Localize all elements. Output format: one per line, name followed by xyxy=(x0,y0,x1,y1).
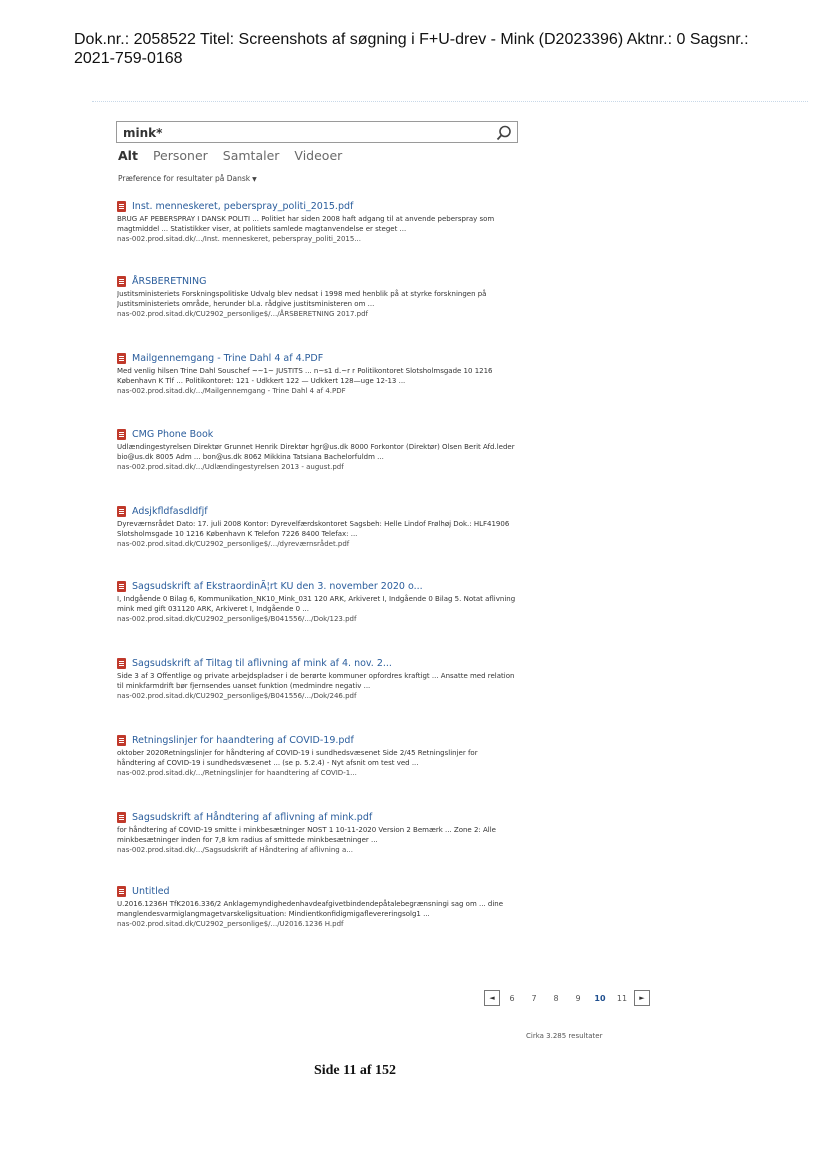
page-link-11[interactable]: 11 xyxy=(616,993,628,1003)
result-title: Adsjkfldfasdldfjf xyxy=(132,506,208,517)
scope-tabs xyxy=(118,148,342,166)
pdf-file-icon xyxy=(117,353,126,364)
result-snippet: U.2016.1236H TfK2016.336/2 Anklagemyndighedenhavdeafgivetbindendepåtalebegrænsningi sag om ... dine manglendesvarmiglangmagetvarskeligsituation: Mindientkonfidigmigaflevereringsolg1 ... xyxy=(117,900,504,918)
result-url[interactable]: nas-002.prod.sitad.dk/CU2902_personlige$/.../dyreværnsrådet.pdf xyxy=(117,540,350,548)
pdf-file-icon xyxy=(117,658,126,669)
search-box[interactable] xyxy=(116,121,518,143)
page-link-8[interactable]: 8 xyxy=(553,993,559,1003)
result-title-link[interactable] xyxy=(117,428,537,441)
result-url[interactable]: nas-002.prod.sitad.dk/.../Udlændingestyrelsen 2013 - august.pdf xyxy=(117,463,344,471)
pdf-file-icon xyxy=(117,276,126,287)
page-link-7[interactable]: 7 xyxy=(531,993,537,1003)
result-title: Sagsudskrift af Håndtering af aflivning af mink.pdf xyxy=(132,812,373,823)
document-header xyxy=(74,30,794,68)
search-input[interactable] xyxy=(123,124,483,141)
pdf-file-icon xyxy=(117,506,126,517)
result-item xyxy=(117,580,537,624)
result-url[interactable]: nas-002.prod.sitad.dk/CU2902_personlige$/B041556/.../Dok/246.pdf xyxy=(117,692,357,700)
chevron-down-icon: ▼ xyxy=(252,176,257,183)
result-title-link[interactable] xyxy=(117,657,537,670)
document-header-line1: Dok.nr.: 2058522 Titel: Screenshots af søgning i F+U-drev - Mink (D2023396) Aktnr.: 0 Sagsnr.: xyxy=(74,31,749,48)
pdf-file-icon xyxy=(117,429,126,440)
tab-samtaler[interactable]: Samtaler xyxy=(222,148,280,163)
result-title: Mailgennemgang - Trine Dahl 4 af 4.PDF xyxy=(132,353,324,364)
result-title: Retningslinjer for haandtering af COVID-19.pdf xyxy=(132,735,354,746)
result-url[interactable]: nas-002.prod.sitad.dk/.../Sagsudskrift af Håndtering af aflivning a... xyxy=(117,846,353,854)
result-url[interactable]: nas-002.prod.sitad.dk/.../Inst. menneskeret, peberspray_politi_2015... xyxy=(117,235,361,243)
result-snippet: Justitsministeriets Forskningspolitiske Udvalg blev nedsat i 1998 med henblik på at styrke forskningen på Justitsministeriets område, herunder bl.a. rådgive justitsministeren om ... xyxy=(117,290,487,308)
result-title-link[interactable] xyxy=(117,200,537,213)
page-link-10[interactable]: 10 xyxy=(594,993,606,1003)
result-url[interactable]: nas-002.prod.sitad.dk/CU2902_personlige$/.../U2016.1236 H.pdf xyxy=(117,920,344,928)
result-url[interactable]: nas-002.prod.sitad.dk/.../Mailgennemgang - Trine Dahl 4 af 4.PDF xyxy=(117,387,346,395)
result-title: Untitled xyxy=(132,886,170,897)
result-title-link[interactable] xyxy=(117,505,537,518)
pdf-file-icon xyxy=(117,201,126,212)
page-footer: Side 11 af 152 xyxy=(313,1063,397,1078)
tab-videoer[interactable]: Videoer xyxy=(294,148,343,163)
result-title-link[interactable] xyxy=(117,580,537,593)
prev-page-button[interactable]: ◄ xyxy=(484,990,500,1006)
tab-alt[interactable]: Alt xyxy=(118,148,138,163)
language-preference-label: Præference for resultater på Dansk xyxy=(118,174,251,183)
result-title-link[interactable] xyxy=(117,885,537,898)
result-snippet: Udlændingestyrelsen Direktør Grunnet Henrik Direktør hgr@us.dk 8000 Forkontor (Direktør) Olsen Berit Afd.leder bio@us.dk 8005 Adm ... bon@us.dk 8062 Mikkina Tatsiana Bachelorfuldm ... xyxy=(117,443,515,461)
result-item xyxy=(117,428,537,472)
result-item xyxy=(117,352,537,396)
result-title: Inst. menneskeret, peberspray_politi_2015.pdf xyxy=(132,201,354,212)
result-snippet: BRUG AF PEBERSPRAY I DANSK POLITI ... Politiet har siden 2008 haft adgang til at anvende peberspray som magtmiddel ... Statistikker viser, at politiets samlede magtanvendelse er steget ... xyxy=(117,215,495,233)
result-item xyxy=(117,505,537,549)
result-title-link[interactable] xyxy=(117,352,537,365)
next-page-button[interactable]: ► xyxy=(634,990,650,1006)
pdf-file-icon xyxy=(117,735,126,746)
result-item xyxy=(117,657,537,701)
result-item xyxy=(117,734,537,778)
result-snippet: Side 3 af 3 Offentlige og private arbejdspladser i de berørte kommuner opfordres kraftigt ... Ansatte med relation til minkfarmdrift bør fjernsendes uanset funktion (medmindre negativ ... xyxy=(117,672,515,690)
result-snippet: for håndtering af COVID-19 smitte i minkbesætninger NOST 1 10-11-2020 Version 2 Bemærk ... Zone 2: Alle minkbesætninger inden for 7,8 km radius af smittede minkbesætninger ... xyxy=(117,826,496,844)
result-title: Sagsudskrift af EkstraordinÃ¦rt KU den 3. november 2020 o... xyxy=(132,581,423,592)
result-item xyxy=(117,811,537,855)
result-title: ÅRSBERETNING xyxy=(132,276,207,287)
result-snippet: oktober 2020Retningslinjer for håndtering af COVID-19 i sundhedsvæsenet Side 2/45 Retningslinjer for håndtering af COVID-19 i sundhedsvæsenet ... (se p. 5.2.4) - Nyt afsnit om test ved ... xyxy=(117,749,478,767)
result-title-link[interactable] xyxy=(117,811,537,824)
result-item xyxy=(117,885,537,929)
tab-personer[interactable]: Personer xyxy=(152,148,208,163)
result-url[interactable]: nas-002.prod.sitad.dk/CU2902_personlige$/.../ÅRSBERETNING 2017.pdf xyxy=(117,310,369,318)
result-url[interactable]: nas-002.prod.sitad.dk/.../Retningslinjer for haandtering af COVID-1... xyxy=(117,769,357,777)
pdf-file-icon xyxy=(117,886,126,897)
result-title-link[interactable] xyxy=(117,734,537,747)
result-count: Cirka 3.285 resultater xyxy=(526,1032,603,1040)
divider xyxy=(92,101,808,102)
pagination xyxy=(484,990,650,1006)
pdf-file-icon xyxy=(117,581,126,592)
document-header-line2: 2021-759-0168 xyxy=(74,50,183,67)
result-title-link[interactable] xyxy=(117,275,537,288)
page-link-6[interactable]: 6 xyxy=(509,993,515,1003)
result-title: Sagsudskrift af Tiltag til aflivning af mink af 4. nov. 2... xyxy=(132,658,392,669)
result-item xyxy=(117,275,537,319)
result-snippet: Dyreværnsrådet Dato: 17. juli 2008 Kontor: Dyrevelfærdskontoret Sagsbeh: Helle Lindof Frølhøj Dok.: HLF41906 Slotsholmsgade 10 1216 København K Telefon 7226 8400 Telefax: ... xyxy=(117,520,510,538)
language-preference[interactable] xyxy=(118,174,257,183)
search-icon[interactable] xyxy=(495,124,513,142)
result-snippet: Med venlig hilsen Trine Dahl Souschef ~~1~ JUSTITS ... n~s1 d.~r r Politikontoret Slotsholmsgade 10 1216 København K Tlf ... Politikontoret: 121 - Udkkert 122 — Udkkert 128—uge 12-13 ... xyxy=(117,367,493,385)
result-title: CMG Phone Book xyxy=(132,429,214,440)
page-link-9[interactable]: 9 xyxy=(575,993,581,1003)
pdf-file-icon xyxy=(117,812,126,823)
result-snippet: I, Indgående 0 Bilag 6, Kommunikation_NK10_Mink_031 120 ARK, Arkiveret I, Indgående 0 Bilag 5. Notat aflivning mink med gift 031120 ARK, Arkiveret I, Indgående 0 ... xyxy=(117,595,516,613)
result-url[interactable]: nas-002.prod.sitad.dk/CU2902_personlige$/B041556/.../Dok/123.pdf xyxy=(117,615,357,623)
result-item xyxy=(117,200,537,244)
